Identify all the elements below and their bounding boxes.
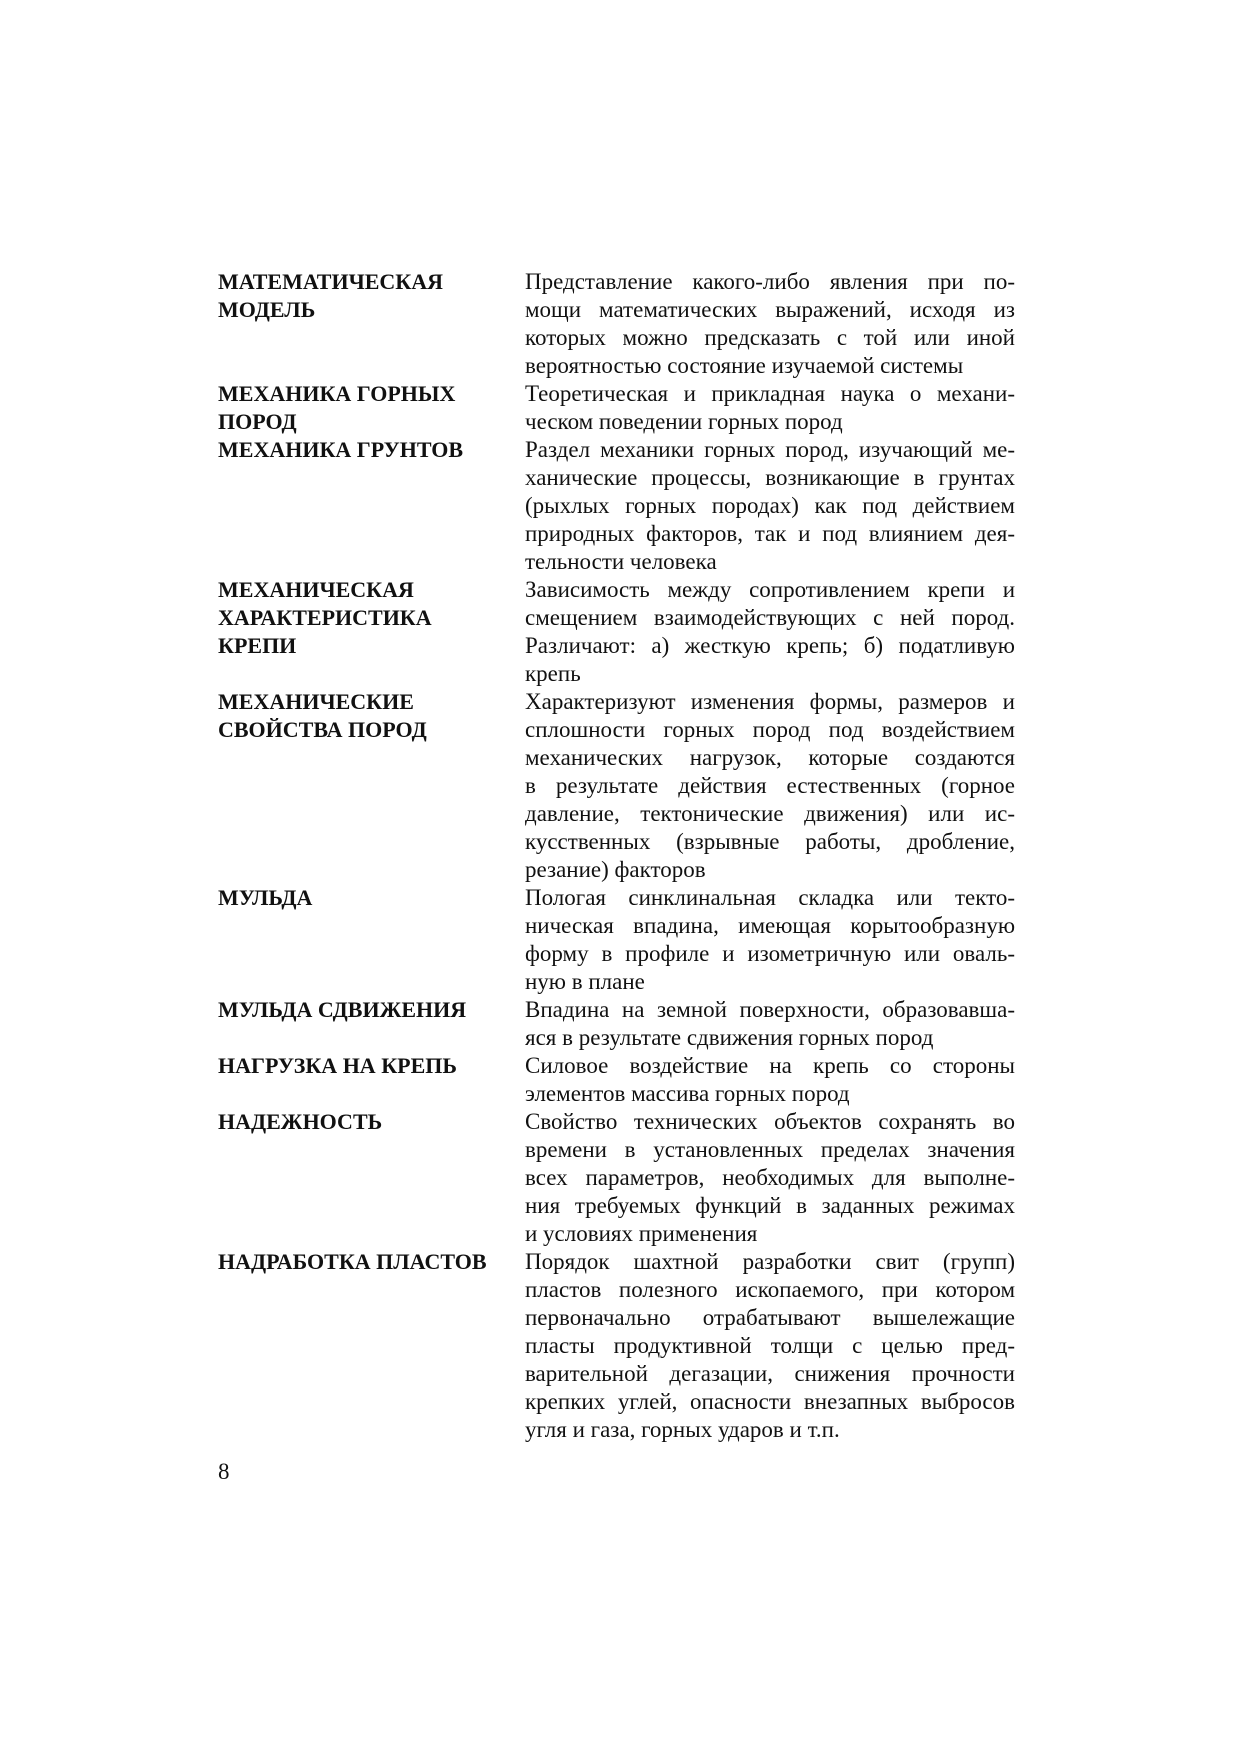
definition-line: вероятностью состояние изучаемой системы [525, 353, 964, 378]
definition-line: сплошности горных пород под воздействием [525, 717, 1015, 742]
glossary-definition [525, 436, 1015, 576]
term-line: МОДЕЛЬ [218, 297, 316, 322]
definition-line: яся в результате сдвижения горных пород [525, 1025, 934, 1050]
glossary-list [218, 268, 1018, 1444]
glossary-term [218, 688, 525, 744]
definition-line: смещением взаимодействующих с ней пород. [525, 605, 1015, 630]
definition-line: угля и газа, горных ударов и т.п. [525, 1417, 840, 1442]
definition-line: Пологая синклинальная складка или текто- [525, 885, 1015, 910]
glossary-term [218, 996, 525, 1024]
term-line: МУЛЬДА СДВИЖЕНИЯ [218, 997, 467, 1022]
glossary-entry [218, 436, 1018, 576]
glossary-term [218, 1248, 525, 1276]
glossary-definition [525, 1248, 1015, 1444]
term-line: КРЕПИ [218, 633, 297, 658]
glossary-definition [525, 1052, 1015, 1108]
definition-line: пласты продуктивной толщи с целью пред- [525, 1333, 1015, 1358]
glossary-term [218, 884, 525, 912]
glossary-entry [218, 884, 1018, 996]
glossary-entry [218, 996, 1018, 1052]
glossary-entry [218, 576, 1018, 688]
definition-line: механических нагрузок, которые создаются [525, 745, 1015, 770]
page-number: 8 [218, 1459, 230, 1484]
definition-line: Порядок шахтной разработки свит (групп) [525, 1249, 1015, 1274]
glossary-term [218, 1108, 525, 1136]
definition-line: Характеризуют изменения формы, размеров и [525, 689, 1015, 714]
glossary-definition [525, 688, 1015, 884]
definition-line: Зависимость между сопротивлением крепи и [525, 577, 1015, 602]
glossary-term [218, 576, 525, 660]
glossary-entry [218, 380, 1018, 436]
definition-line: крепь [525, 661, 581, 686]
term-line: ПОРОД [218, 409, 297, 434]
glossary-term [218, 380, 525, 436]
definition-line: (рыхлых горных породах) как под действием [525, 493, 1015, 518]
term-line: МЕХАНИКА ГОРНЫХ [218, 381, 456, 406]
definition-line: в результате действия естественных (горное [525, 773, 1015, 798]
definition-line: ную в плане [525, 969, 645, 994]
glossary-entry [218, 1248, 1018, 1444]
glossary-entry [218, 268, 1018, 380]
definition-line: Различают: а) жесткую крепь; б) податливую [525, 633, 1015, 658]
glossary-entry [218, 1052, 1018, 1108]
term-line: НАГРУЗКА НА КРЕПЬ [218, 1053, 457, 1078]
definition-line: ническая впадина, имеющая корытообразную [525, 913, 1015, 938]
term-line: МЕХАНИКА ГРУНТОВ [218, 437, 464, 462]
definition-line: Силовое воздействие на крепь со стороны [525, 1053, 1015, 1078]
glossary-term [218, 1052, 525, 1080]
term-line: НАДРАБОТКА ПЛАСТОВ [218, 1249, 487, 1274]
definition-line: природных факторов, так и под влиянием дея- [525, 521, 1015, 546]
glossary-definition [525, 380, 1015, 436]
definition-line: Свойство технических объектов сохранять во [525, 1109, 1015, 1134]
definition-line: ханические процессы, возникающие в грунтах [525, 465, 1015, 490]
definition-line: всех параметров, необходимых для выполне- [525, 1165, 1015, 1190]
definition-line: ческом поведении горных пород [525, 409, 843, 434]
definition-line: элементов массива горных пород [525, 1081, 850, 1106]
definition-line: давление, тектонические движения) или ис- [525, 801, 1015, 826]
term-line: МАТЕМАТИЧЕСКАЯ [218, 269, 444, 294]
glossary-term [218, 268, 525, 324]
definition-line: пластов полезного ископаемого, при котором [525, 1277, 1015, 1302]
definition-line: мощи математических выражений, исходя из [525, 297, 1015, 322]
term-line: МЕХАНИЧЕСКАЯ [218, 577, 414, 602]
term-line: СВОЙСТВА ПОРОД [218, 717, 427, 742]
definition-line: форму в профиле и изометричную или оваль- [525, 941, 1015, 966]
term-line: ХАРАКТЕРИСТИКА [218, 605, 432, 630]
glossary-definition [525, 576, 1015, 688]
definition-line: кусственных (взрывные работы, дробление, [525, 829, 1015, 854]
glossary-term [218, 436, 525, 464]
glossary-entry [218, 1108, 1018, 1248]
glossary-definition [525, 884, 1015, 996]
term-line: НАДЕЖНОСТЬ [218, 1109, 383, 1134]
definition-line: и условиях применения [525, 1221, 758, 1246]
definition-line: Теоретическая и прикладная наука о механи- [525, 381, 1015, 406]
definition-line: времени в установленных пределах значения [525, 1137, 1015, 1162]
glossary-definition [525, 1108, 1015, 1248]
definition-line: Представление какого-либо явления при по- [525, 269, 1015, 294]
definition-line: Раздел механики горных пород, изучающий ме- [525, 437, 1015, 462]
definition-line: которых можно предсказать с той или иной [525, 325, 1015, 350]
term-line: МЕХАНИЧЕСКИЕ [218, 689, 414, 714]
definition-line: тельности человека [525, 549, 717, 574]
definition-line: первоначально отрабатывают вышележащие [525, 1305, 1015, 1330]
glossary-definition [525, 268, 1015, 380]
definition-line: резание) факторов [525, 857, 706, 882]
glossary-definition [525, 996, 1015, 1052]
definition-line: Впадина на земной поверхности, образовавша- [525, 997, 1015, 1022]
term-line: МУЛЬДА [218, 885, 313, 910]
definition-line: ния требуемых функций в заданных режимах [525, 1193, 1015, 1218]
definition-line: варительной дегазации, снижения прочности [525, 1361, 1015, 1386]
definition-line: крепких углей, опасности внезапных выбросов [525, 1389, 1015, 1414]
glossary-entry [218, 688, 1018, 884]
